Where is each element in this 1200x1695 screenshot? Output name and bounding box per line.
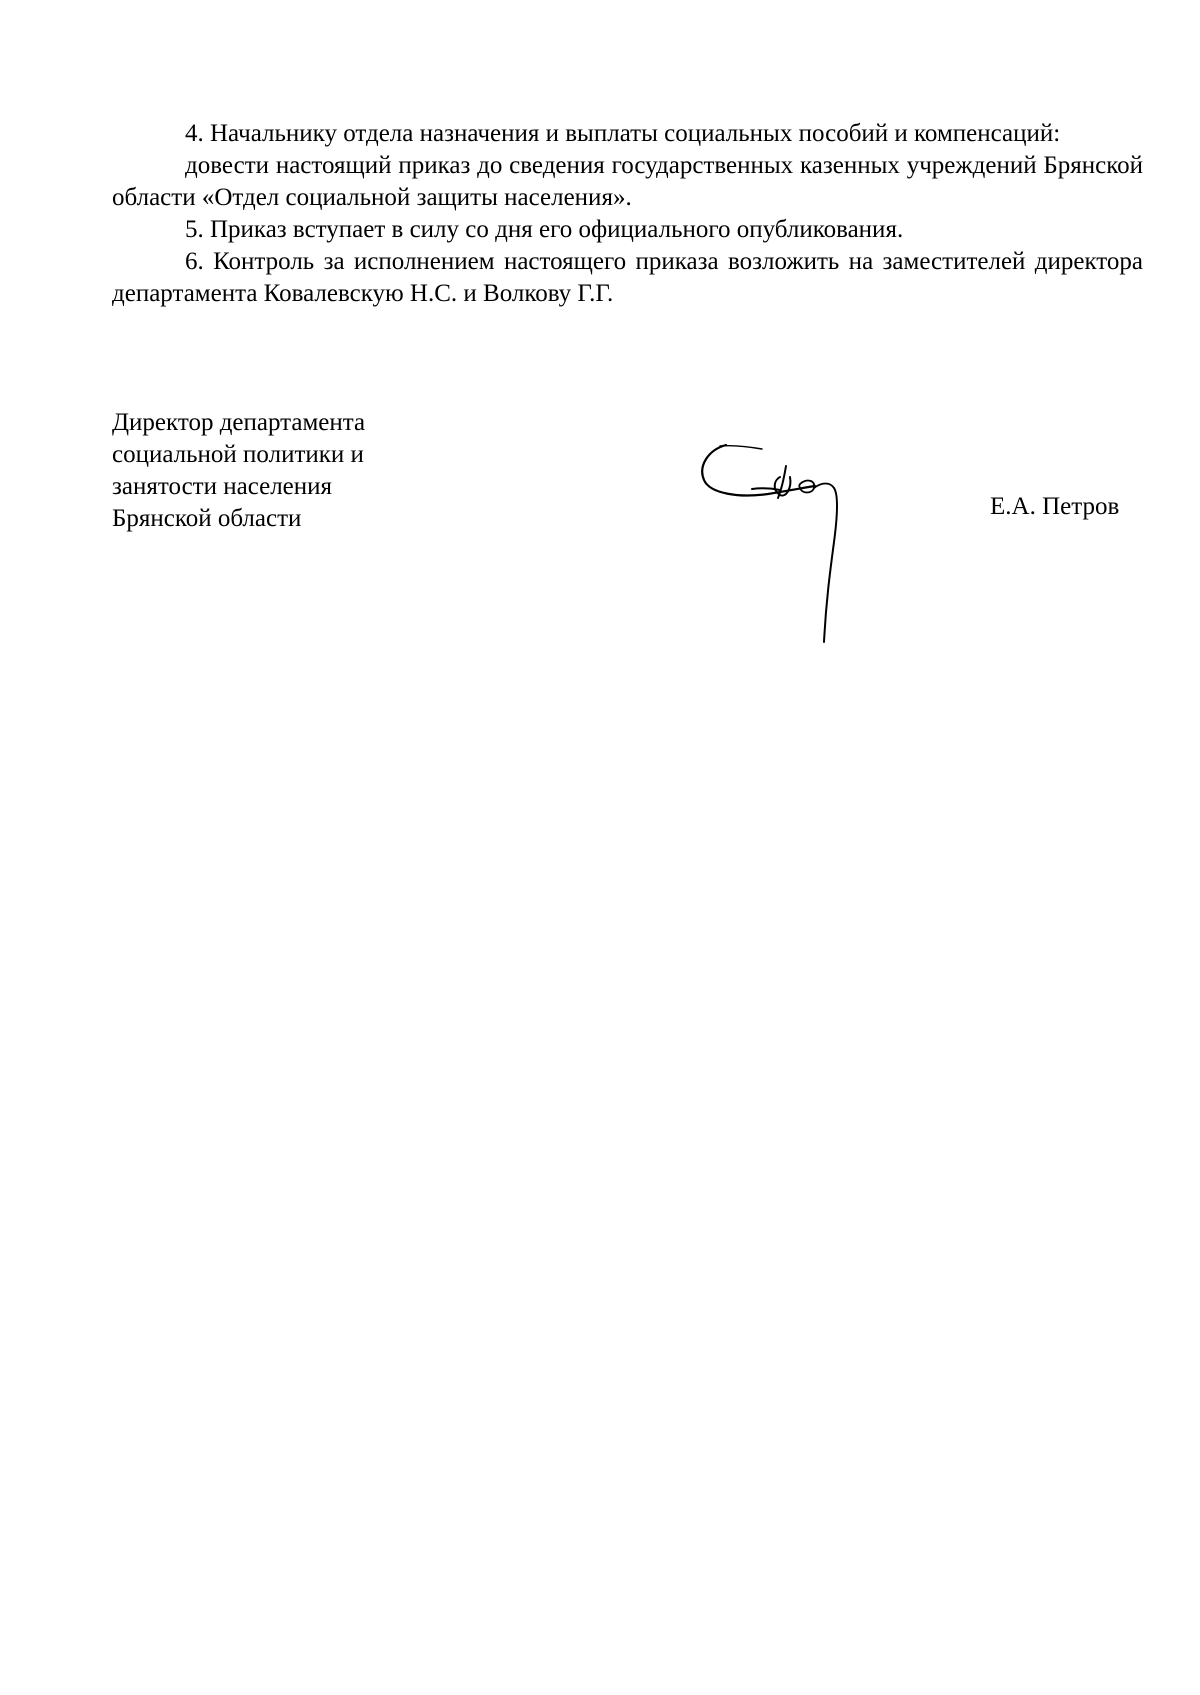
document-body: [112, 118, 1143, 310]
paragraph-item-5: 5. Приказ вступает в силу со дня его официального опубликования.: [185, 216, 904, 243]
signer-title-line: социальной политики и: [112, 441, 364, 468]
signature-stroke: [814, 484, 834, 489]
signature-stroke: [775, 466, 791, 498]
signature-stroke: [720, 446, 762, 449]
paragraph-item-6: 6. Контроль за исполнением настоящего приказа возложить на заместителей директора департамента Ковалевскую Н.С. и Волкову Г.Г.: [112, 248, 1143, 307]
signer-title-block: [112, 407, 472, 535]
signer-name: Е.А. Петров: [990, 493, 1120, 520]
paragraph-item-4-instruction: довести настоящий приказ до сведения государственных казенных учреждений Брянской области «Отдел социальной защиты населения».: [112, 152, 1143, 211]
signature-stroke: [824, 488, 837, 642]
paragraph-item-4: 4. Начальнику отдела назначения и выплаты социальных пособий и компенсаций:: [185, 120, 1061, 147]
signer-title-line: Брянской области: [112, 505, 302, 532]
signer-title-line: Директор департамента: [112, 409, 366, 436]
signer-title-line: занятости населения: [112, 473, 333, 500]
signature-icon: [700, 432, 910, 652]
